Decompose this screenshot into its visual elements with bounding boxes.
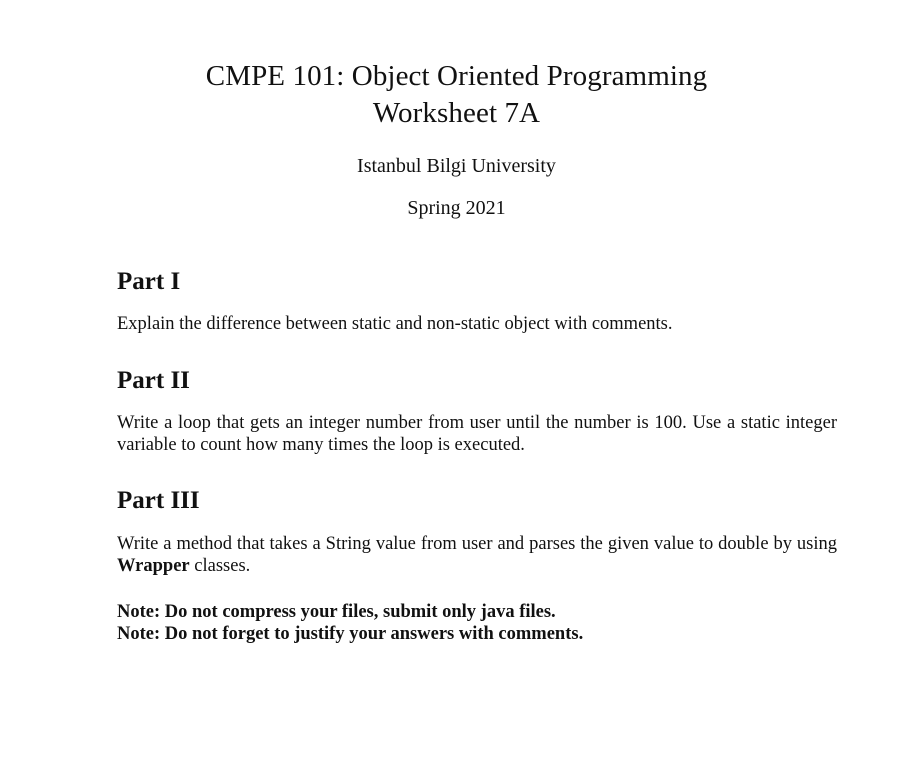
worksheet-title: Worksheet 7A [372,97,541,129]
part-3-section [117,486,837,516]
notes-block [117,601,837,645]
institution-name: Istanbul Bilgi University [357,155,556,177]
part-1-heading: Part I [117,268,181,295]
part-2-body: Write a loop that gets an integer number from user until the number is 100. Use a static integer variable to count how many times the loop is executed. [117,413,837,455]
part-3-body [117,533,837,577]
part-3-body-text-after: classes. [189,556,251,576]
part-1-body: Explain the difference between static and non-static object with comments. [117,314,673,334]
part-3-body-bold-word: Wrapper [117,556,190,576]
part-1-section [117,267,837,297]
part-3-heading: Part III [117,487,200,514]
course-title: CMPE 101: Object Oriented Programming [205,60,708,92]
part-3-body-container [117,533,837,577]
document-title [0,58,913,132]
part-2-section [117,366,837,396]
part-2-body-container [117,412,837,456]
part-3-body-text-before: Write a method that takes a String value from user and parses the given value to double by using [117,534,837,554]
note-compress: Note: Do not compress your files, submit only java files. [117,602,556,622]
term-label: Spring 2021 [407,197,506,219]
note-justify: Note: Do not forget to justify your answers with comments. [117,624,584,644]
part-1-body-container [117,313,837,335]
part-2-heading: Part II [117,367,190,394]
